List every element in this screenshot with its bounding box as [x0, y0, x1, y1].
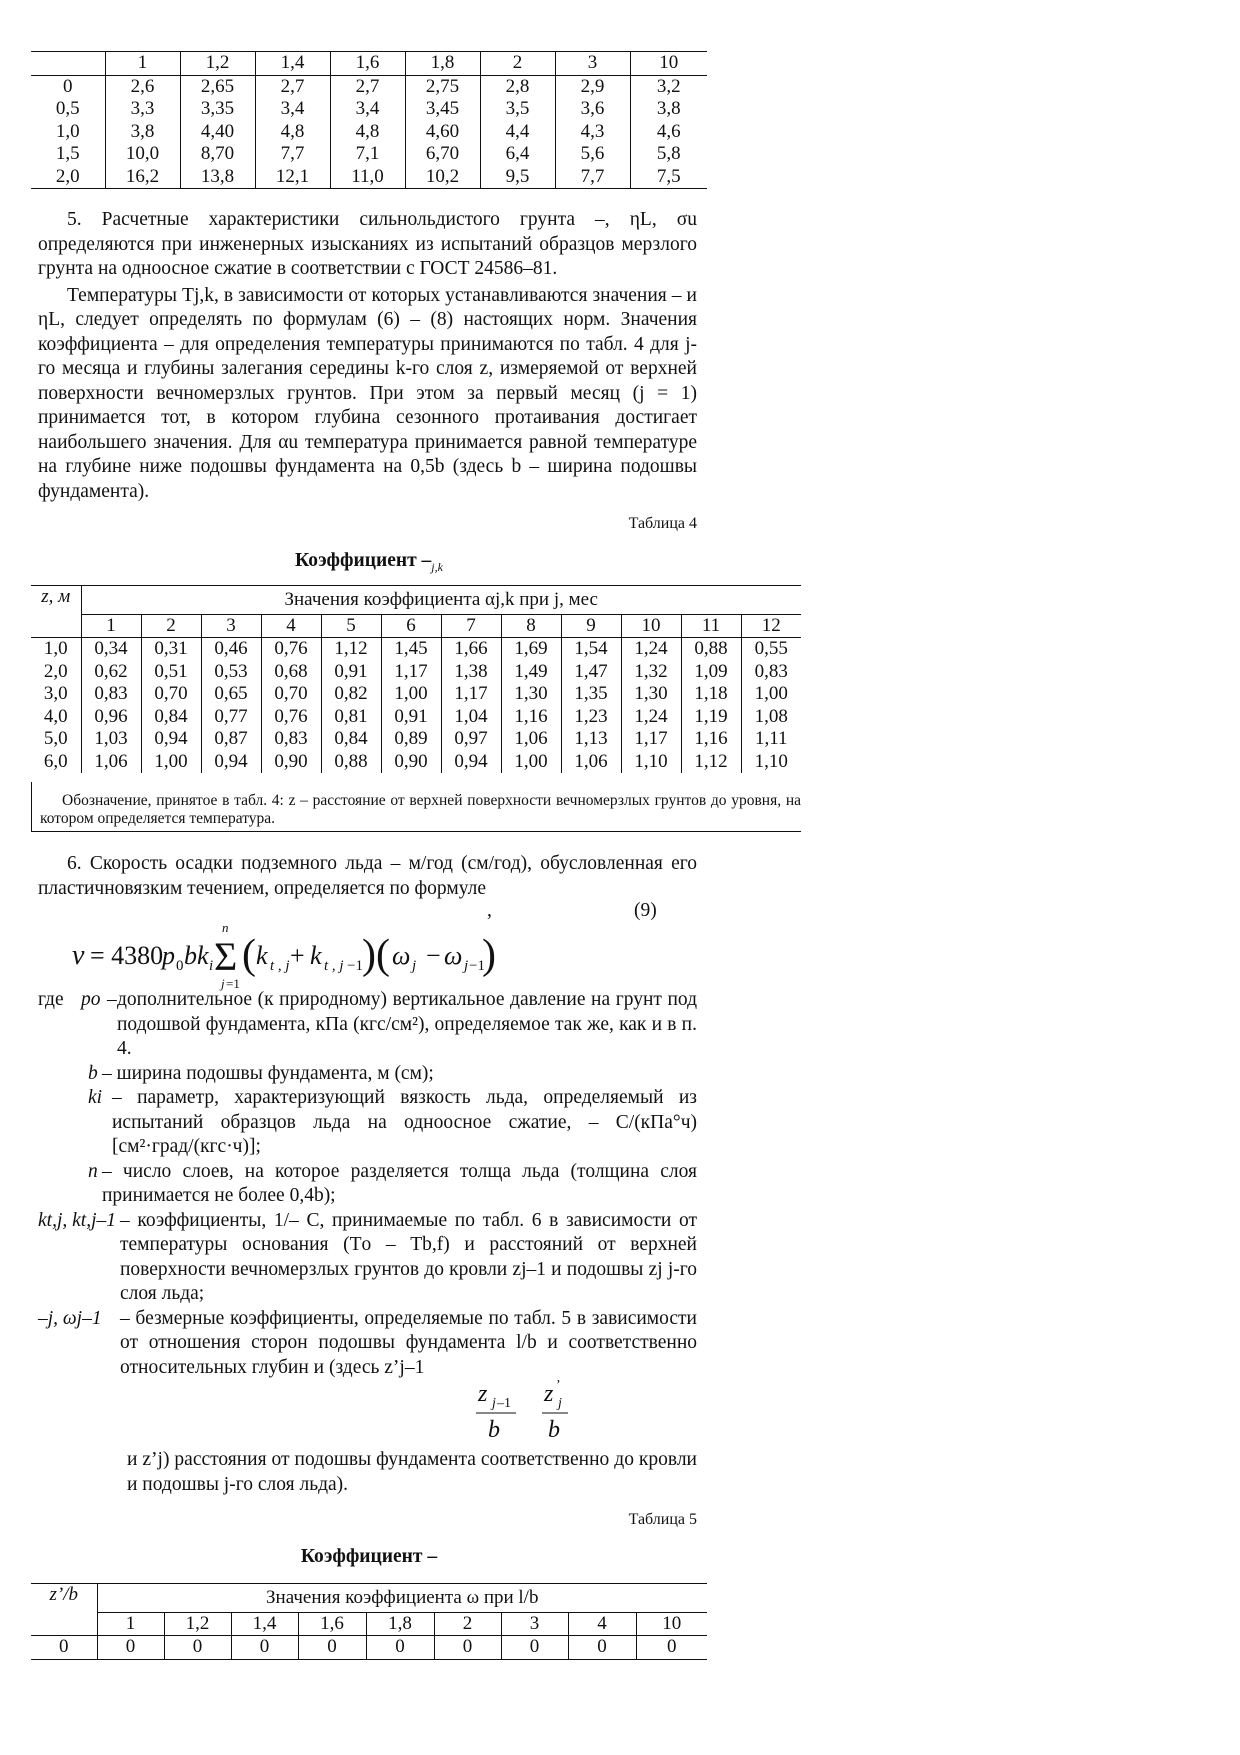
table-cell: 1,04: [441, 706, 501, 729]
table-5: [31, 1583, 707, 1660]
table-cell: 0,46: [201, 638, 261, 661]
table-cell: 1,66: [441, 638, 501, 661]
top-table: [31, 51, 707, 189]
table-5-title: Коэффициент –: [300, 1546, 438, 1567]
svg-text:j: j: [221, 976, 225, 991]
table-cell: 2,65: [180, 75, 255, 98]
svg-text:i: i: [209, 958, 214, 974]
table-cell: 16,2: [105, 166, 180, 189]
table-cell: 3,3: [105, 98, 180, 121]
table-cell: 11,0: [330, 166, 405, 189]
ki-symbol: ki: [88, 1087, 103, 1108]
k-text: – коэффициенты, 1/– С, принимаемые по табл. 6 в зависимости от температуры основания (Tо – Tb,f) и расстояний от верхней поверхности вечномерзлых грунтов до кровли zj–1 и подошвы zj j-го слоя льда;: [120, 1209, 697, 1304]
table-cell: 1,24: [621, 706, 681, 729]
svg-text:j: j: [558, 1396, 562, 1411]
table-cell: 0,81: [321, 706, 381, 729]
table-cell: 1,47: [561, 661, 621, 684]
table-cell: 2,8: [480, 75, 555, 98]
ratio-header-cell: 1,2: [164, 1612, 231, 1636]
table-cell: 10,0: [105, 143, 180, 166]
table-cell: 1,18: [681, 683, 741, 706]
table-cell: 7,7: [555, 166, 630, 189]
svg-text:k: k: [310, 941, 322, 970]
table-cell: 0,55: [741, 638, 801, 661]
table-cell: 2,7: [255, 75, 330, 98]
table-cell: 3,2: [630, 75, 707, 98]
table-cell: 1,11: [741, 728, 801, 751]
svg-text:= 4380: = 4380: [90, 941, 164, 970]
table-cell: 0,97: [441, 728, 501, 751]
depth-cell: 6,0: [43, 750, 68, 772]
month-header-cell: 7: [441, 614, 501, 638]
svg-text:+: +: [290, 941, 305, 970]
table-row: [31, 75, 707, 98]
table-cell: 5,6: [555, 143, 630, 166]
svg-text:z: z: [544, 1381, 554, 1407]
table-4-title-subscript: j,k: [431, 559, 443, 574]
table-cell: 7,5: [630, 166, 707, 189]
month-header-cell: 11: [681, 614, 741, 638]
table-cell: 0,76: [261, 638, 321, 661]
table-cell: 4,4: [480, 121, 555, 144]
month-header-cell: 10: [621, 614, 681, 638]
table-cell: 9,5: [480, 166, 555, 189]
table-cell: 0: [59, 1636, 69, 1657]
svg-text:k: k: [256, 941, 268, 970]
table-cell: 0,31: [141, 638, 201, 661]
table-cell: 1,38: [441, 661, 501, 684]
depth-cell: 3,0: [43, 683, 68, 704]
ratio-header-cell: 10: [636, 1612, 707, 1636]
table-cell: 1,09: [681, 661, 741, 684]
table-cell: 0,96: [81, 706, 141, 729]
table-cell: 1,16: [501, 706, 561, 729]
table-cell: 0: [231, 1636, 298, 1660]
svg-text:j: j: [412, 958, 417, 974]
table-cell: 1,30: [501, 683, 561, 706]
header-cell: 1,2: [180, 52, 255, 76]
svg-text:n: n: [222, 922, 229, 935]
table-cell: 1,35: [561, 683, 621, 706]
table-cell: 0,94: [201, 751, 261, 774]
formula-comma: ,: [487, 900, 492, 921]
month-header-cell: 8: [501, 614, 561, 638]
table-cell: 10,2: [405, 166, 480, 189]
relative-depth-fractions: [472, 1375, 582, 1445]
table-cell: 0,82: [321, 683, 381, 706]
definition-b: [38, 1062, 697, 1087]
month-header-cell: 2: [141, 614, 201, 638]
svg-text:bk: bk: [184, 941, 209, 970]
table-cell: 3,8: [105, 121, 180, 144]
header-cell: 1,8: [405, 52, 480, 76]
table-4-span-header: Значения коэффициента αj,k при j, мес: [81, 586, 801, 615]
table-cell: 4,6: [630, 121, 707, 144]
table-4-title: [31, 550, 707, 575]
table-cell: 0,94: [441, 751, 501, 774]
p0-symbol: pо: [81, 989, 101, 1010]
header-cell: 1,6: [330, 52, 405, 76]
table-4-title-text: Коэффициент –: [295, 550, 432, 571]
definition-n: [38, 1160, 697, 1209]
month-header-cell: 6: [381, 614, 441, 638]
table-cell: 3,5: [480, 98, 555, 121]
ratio-header-cell: 4: [568, 1612, 636, 1636]
table-5-ratio-row: [31, 1612, 707, 1636]
svg-text:’: ’: [556, 1378, 561, 1393]
table-cell: 1,24: [621, 638, 681, 661]
svg-text:z: z: [478, 1381, 488, 1407]
table-cell: 1,0: [55, 120, 80, 142]
svg-text:Σ: Σ: [214, 934, 238, 979]
table-cell: 0,5: [55, 98, 80, 119]
svg-text:b: b: [488, 1417, 500, 1443]
svg-text:–1: –1: [497, 1396, 511, 1411]
table-cell: 0,84: [321, 728, 381, 751]
definition-ki: [38, 1086, 697, 1160]
svg-text:j: j: [492, 1396, 496, 1411]
table-cell: 3,35: [180, 98, 255, 121]
table-cell: 0,84: [141, 706, 201, 729]
table-cell: 0,62: [81, 661, 141, 684]
table-cell: 3,6: [555, 98, 630, 121]
table-cell: 0: [568, 1636, 636, 1660]
svg-text:ω: ω: [444, 941, 463, 970]
table-cell: 4,3: [555, 121, 630, 144]
header-cell: 3: [555, 52, 630, 76]
table-cell: 0,83: [261, 728, 321, 751]
ratio-header-cell: 1,6: [298, 1612, 366, 1636]
table-cell: 4,8: [330, 121, 405, 144]
table-row: [31, 166, 707, 189]
table-cell: 1,19: [681, 706, 741, 729]
table-cell: 1,69: [501, 638, 561, 661]
depth-cell: 5,0: [43, 728, 68, 749]
table-cell: 2,0: [55, 165, 80, 187]
depth-cell: 4,0: [43, 705, 68, 727]
table-cell: 1,06: [561, 751, 621, 774]
table-row: [31, 683, 801, 706]
n-symbol: n: [88, 1160, 98, 1182]
table-4-label: Таблица 4: [628, 515, 697, 532]
omega-symbol: –j, ωj–1: [38, 1307, 102, 1329]
depth-cell: 1,0: [43, 638, 68, 659]
table-cell: 1,16: [681, 728, 741, 751]
paragraph-5: [38, 208, 697, 504]
header-cell: 2: [480, 52, 555, 76]
table-4: [31, 585, 801, 773]
table-4-month-row: [31, 614, 801, 638]
header-cell: [31, 52, 105, 76]
equation-number: (9): [634, 900, 657, 921]
svg-text:ν: ν: [72, 940, 85, 971]
table-cell: 0,77: [201, 706, 261, 729]
table-cell: 5,8: [630, 143, 707, 166]
table-cell: 0,94: [141, 728, 201, 751]
table-cell: 3,45: [405, 98, 480, 121]
table-cell: 0,70: [261, 683, 321, 706]
month-header-cell: 9: [561, 614, 621, 638]
svg-text:t , j: t , j: [270, 958, 290, 974]
table-cell: 0,87: [201, 728, 261, 751]
table-cell: 1,17: [381, 661, 441, 684]
month-header-cell: 12: [741, 614, 801, 638]
ratio-header-cell: 1,8: [366, 1612, 434, 1636]
table-cell: 1,17: [441, 683, 501, 706]
table-5-z-header: z’/b: [31, 1584, 97, 1636]
month-header-cell: 1: [106, 614, 116, 636]
table-cell: 1,13: [561, 728, 621, 751]
table-row: [31, 706, 801, 729]
table-4-note: [31, 782, 801, 832]
table-row: [31, 728, 801, 751]
table-cell: 3,4: [255, 98, 330, 121]
svg-text:0: 0: [176, 958, 184, 974]
table-cell: 4,40: [180, 121, 255, 144]
svg-text:−1: −1: [469, 958, 485, 974]
table-5-label: Таблица 5: [628, 1511, 697, 1528]
table-5-span-header: Значения коэффициента ω при l/b: [97, 1584, 707, 1613]
top-table-header-row: [31, 52, 707, 76]
svg-text:t , j: t , j: [324, 958, 344, 974]
header-cell: 1,4: [255, 52, 330, 76]
ratio-header-cell: 2: [434, 1612, 501, 1636]
table-cell: 1,06: [81, 751, 141, 774]
table-4-note-text: Обозначение, принятое в табл. 4: z – расстояние от верхней поверхности вечномерзлых грунтов до уровня, на котором определяется температура.: [40, 792, 801, 827]
table-cell: 12,1: [255, 166, 330, 189]
header-cell: 10: [630, 52, 707, 76]
table-cell: 1,10: [621, 751, 681, 774]
svg-text:=1: =1: [226, 976, 240, 991]
b-symbol: b: [88, 1062, 98, 1084]
table-cell: 3,8: [630, 98, 707, 121]
header-cell: 1: [105, 52, 180, 76]
paragraph-5-text: 5. Расчетные характеристики сильнольдистого грунта –, ηL, σu определяются при инженерных изысканиях из испытаний образцов мерзлого грунта на одноосное сжатие в соответствии с ГОСТ 24586–81.: [38, 209, 697, 279]
n-text: – число слоев, на которое разделяется толща льда (толщина слоя принимается не более 0,4b);: [102, 1160, 697, 1206]
month-header-cell: 3: [201, 614, 261, 638]
svg-text:j: j: [464, 958, 469, 974]
svg-text:−: −: [426, 941, 441, 970]
ratio-header-cell: 1: [125, 1612, 136, 1634]
table-cell: 2,9: [555, 75, 630, 98]
month-header-cell: 5: [321, 614, 381, 638]
paragraph-6-text: 6. Скорость осадки подземного льда – м/год (см/год), обусловленная его пластичновязким течением, определяется по формуле: [38, 853, 697, 899]
table-cell: 1,00: [141, 751, 201, 774]
paragraph-6: [38, 852, 697, 901]
omega-text: – безмерные коэффициенты, определяемые по табл. 5 в зависимости от отношения сторон подошвы фундамента l/b и соответственно относительных глубин и (здесь z’j–1: [120, 1307, 697, 1378]
table-cell: 1,5: [55, 143, 80, 164]
table-cell: 7,7: [255, 143, 330, 166]
table-cell: 6,70: [405, 143, 480, 166]
ratio-header-cell: 3: [501, 1612, 568, 1636]
svg-text:b: b: [548, 1417, 560, 1443]
table-cell: 1,10: [741, 751, 801, 774]
table-row: [31, 143, 707, 166]
table-cell: 7,1: [330, 143, 405, 166]
table-cell: 0,90: [261, 751, 321, 774]
svg-text:): ): [482, 932, 496, 978]
table-cell: 0,91: [321, 661, 381, 684]
table-cell: 0,51: [141, 661, 201, 684]
svg-text:p: p: [162, 941, 175, 970]
table-cell: 0,89: [381, 728, 441, 751]
table-row: [31, 638, 801, 661]
table-cell: 2,6: [105, 75, 180, 98]
formula-9: [66, 922, 496, 992]
p0-dash: –: [107, 989, 117, 1010]
table-row: [31, 661, 801, 684]
table-cell: 13,8: [180, 166, 255, 189]
svg-text:(: (: [242, 932, 256, 978]
month-header-cell: 4: [261, 614, 321, 638]
table-cell: 0,83: [741, 661, 801, 684]
table-cell: 2,7: [330, 75, 405, 98]
table-cell: 0,53: [201, 661, 261, 684]
definition-k: [38, 1209, 697, 1307]
table-row: [31, 121, 707, 144]
definition-p0: [38, 988, 697, 1062]
table-cell: 1,12: [321, 638, 381, 661]
table-cell: 1,30: [621, 683, 681, 706]
table-cell: 0,88: [321, 751, 381, 774]
table-cell: 0: [164, 1636, 231, 1660]
table-cell: 3,4: [330, 98, 405, 121]
omega-tail-text: и z’j) расстояния от подошвы фундамента соответственно до кровли и подошвы j-го слоя льда).: [127, 1449, 697, 1495]
table-row: [31, 1636, 707, 1660]
definitions: [38, 988, 697, 1380]
svg-text:)(: )(: [362, 932, 390, 978]
table-cell: 0: [434, 1636, 501, 1660]
table-cell: 0: [636, 1636, 707, 1660]
table-cell: 0,68: [261, 661, 321, 684]
table-cell: 0: [298, 1636, 366, 1660]
table-cell: 1,54: [561, 638, 621, 661]
svg-text:ω: ω: [392, 941, 411, 970]
table-row: [31, 751, 801, 774]
table-cell: 1,49: [501, 661, 561, 684]
table-cell: 2,75: [405, 75, 480, 98]
p0-text: дополнительное (к природному) вертикальное давление на грунт под подошвой фундамента, кПа (кгс/см²), определяемое так же, как и в п. 4.: [117, 989, 697, 1059]
table-cell: 1,00: [741, 683, 801, 706]
table-cell: 0,88: [681, 638, 741, 661]
table-cell: 0,76: [261, 706, 321, 729]
table-row: [31, 98, 707, 121]
paragraph-5-temperatures: Температуры Tj,k, в зависимости от которых устанавливаются значения – и ηL, следует определять по формулам (6) – (8) настоящих норм. Значения коэффициента – для определения температуры принимаются по табл. 4 для j-го месяца и глубины залегания середины k-го слоя z, измеряемой от верхней поверхности вечномерзлых грунтов. При этом за первый месяц (j = 1) принимается тот, в котором глубина сезонного протаивания достигает наибольшего значения. Для αu температура принимается равной температуре на глубине ниже подошвы фундамента на 0,5b (здесь b – ширина подошвы фундамента).: [38, 284, 697, 502]
table-cell: 0: [97, 1636, 164, 1660]
table-cell: 0,83: [81, 683, 141, 706]
k-symbol: kt,j, kt,j–1: [38, 1209, 116, 1231]
svg-text:−1: −1: [347, 958, 363, 974]
ki-text: – параметр, характеризующий вязкость льда, определяемый из испытаний образцов льда на одноосное сжатие, – С/(кПа°ч) [см²·град/(кгс·ч)];: [112, 1087, 697, 1157]
definitions-intro: где: [38, 989, 64, 1010]
table-cell: 0,91: [381, 706, 441, 729]
definition-omega-tail: [127, 1448, 697, 1497]
table-cell: 0,65: [201, 683, 261, 706]
table-cell: 1,06: [501, 728, 561, 751]
table-cell: 1,45: [381, 638, 441, 661]
depth-cell: 2,0: [43, 660, 68, 682]
table-cell: 0: [366, 1636, 434, 1660]
table-cell: 1,00: [501, 751, 561, 774]
table-4-z-header: z, м: [31, 586, 81, 638]
table-cell: 1,00: [381, 683, 441, 706]
table-cell: 1,08: [741, 706, 801, 729]
table-cell: 0,34: [81, 638, 141, 661]
table-cell: 0,90: [381, 751, 441, 774]
table-cell: 0: [501, 1636, 568, 1660]
definition-omega: [38, 1307, 697, 1381]
table-cell: 1,23: [561, 706, 621, 729]
table-cell: 1,03: [81, 728, 141, 751]
table-cell: 1,12: [681, 751, 741, 774]
table-cell: 6,4: [480, 143, 555, 166]
table-cell: 0: [63, 75, 73, 97]
b-text: – ширина подошвы фундамента, м (см);: [102, 1062, 434, 1084]
table-cell: 0,70: [141, 683, 201, 706]
table-cell: 4,8: [255, 121, 330, 144]
table-cell: 4,60: [405, 121, 480, 144]
table-cell: 8,70: [180, 143, 255, 166]
ratio-header-cell: 1,4: [231, 1612, 298, 1636]
table-cell: 1,17: [621, 728, 681, 751]
table-cell: 1,32: [621, 661, 681, 684]
